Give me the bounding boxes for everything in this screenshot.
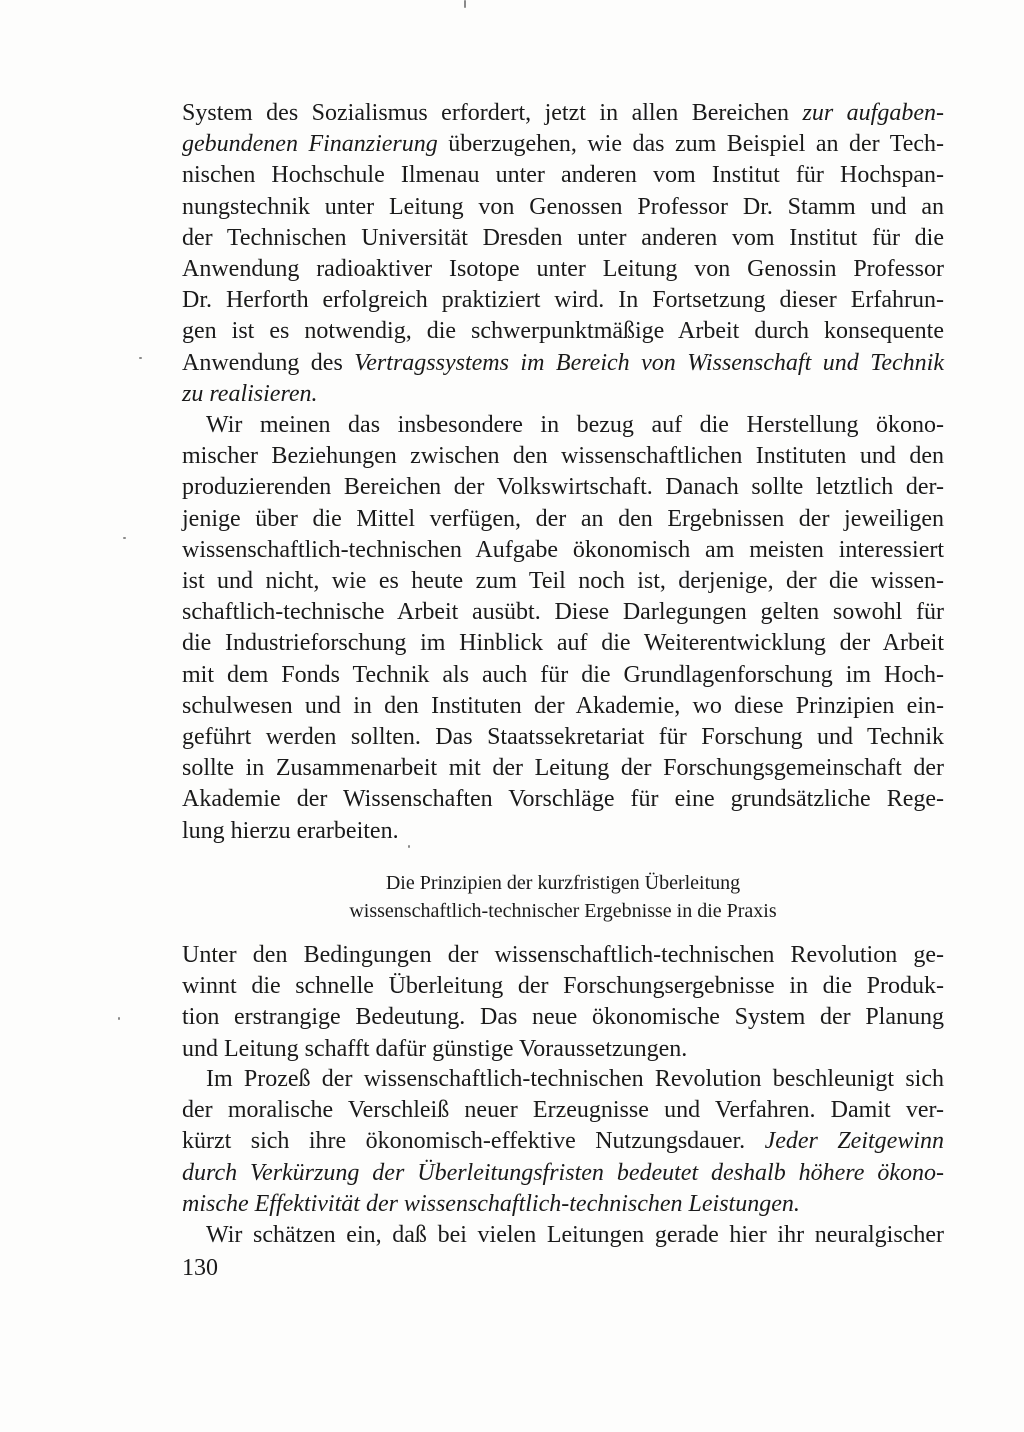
italic-text-run: Vertragssystems im Bereich von Wissenschaft und Technik: [354, 349, 944, 376]
text-line: [182, 940, 944, 971]
section-heading-line-1: Die Prinzipien der kurzfristigen Überleitung: [385, 872, 741, 894]
paragraph-5: [182, 1220, 944, 1251]
paragraph-4: [182, 1064, 944, 1220]
text-line: [182, 348, 944, 379]
italic-text-run: mische Effektivität der wissenschaftlich-technischen Leistungen.: [182, 1190, 800, 1217]
text-run: und Leitung schafft dafür günstige Voraussetzungen.: [182, 1035, 688, 1062]
text-line: [182, 129, 944, 160]
text-run: Wir schätzen ein, daß bei vielen Leitungen gerade hier ihr neuralgischer: [206, 1222, 944, 1248]
text-line: [182, 472, 944, 503]
text-run: Akademie der Wissenschaften Vorschläge für eine grundsätzliche Rege-: [182, 786, 944, 813]
text-line: [182, 535, 944, 566]
text-line: [182, 784, 944, 815]
text-run: gen ist es notwendig, die schwerpunktmäßige Arbeit durch konsequente: [182, 318, 944, 345]
text-run: Dr. Herforth erfolgreich praktiziert wird. In Fortsetzung dieser Erfahrun-: [182, 287, 944, 314]
text-run: produzierenden Bereichen der Volkswirtschaft. Danach sollte letztlich der-: [182, 474, 944, 501]
text-run: mit dem Fonds Technik als auch für die Grundlagenforschung im Hoch-: [182, 661, 944, 688]
scan-speck: [408, 845, 410, 848]
text-run: geführt werden sollten. Das Staatssekretariat für Forschung und Technik: [182, 724, 944, 751]
text-line: [182, 628, 944, 659]
text-run: wissenschaftlich-technischen Aufgabe ökonomisch am meisten interessiert: [182, 536, 944, 563]
text-line: [182, 1064, 944, 1095]
text-run: Unter den Bedingungen der wissenschaftlich-technischen Revolution ge-: [182, 942, 944, 968]
text-run: sollte in Zusammenarbeit mit der Leitung der Forschungsgemeinschaft der: [182, 755, 944, 782]
text-line: [182, 1034, 944, 1065]
scan-speck: [118, 1017, 120, 1020]
text-run: tion erstrangige Bedeutung. Das neue ökonomische System der Planung: [182, 1004, 944, 1031]
text-line: [182, 1220, 944, 1251]
text-line: [182, 722, 944, 753]
text-line: [182, 691, 944, 722]
text-line: [182, 597, 944, 628]
italic-text-run: Jeder Zeitgewinn: [764, 1128, 944, 1155]
text-line: [182, 379, 944, 410]
text-line: [182, 566, 944, 597]
text-line: [182, 441, 944, 472]
paragraph-2: [182, 410, 944, 847]
scan-speck: [123, 537, 126, 539]
text-line: [182, 285, 944, 316]
text-run: nischen Hochschule Ilmenau unter anderen vom Institut für Hochspan-: [182, 162, 944, 189]
text-run: überzugehen, wie das zum Beispiel an der Tech-: [437, 131, 944, 158]
text-line: [182, 192, 944, 223]
page-number: 130: [182, 1255, 218, 1281]
text-line: [182, 254, 944, 285]
text-line: [182, 504, 944, 535]
text-line: [182, 971, 944, 1002]
text-run: die Industrieforschung im Hinblick auf die Weiterentwicklung der Arbeit: [182, 630, 944, 657]
text-run: Anwendung des: [182, 349, 355, 376]
text-line: [182, 753, 944, 784]
text-run: Wir meinen das insbesondere in bezug auf die Herstellung ökono-: [206, 412, 944, 438]
text-run: mischer Beziehungen zwischen den wissenschaftlichen Instituten und den: [182, 443, 944, 470]
paragraph-1: [182, 98, 944, 410]
scan-speck: [139, 357, 142, 359]
text-line: [182, 1189, 944, 1220]
text-run: Anwendung radioaktiver Isotope unter Leitung von Genossin Professor: [182, 256, 944, 283]
section-heading: [182, 869, 944, 925]
italic-text-run: zu realisieren.: [182, 380, 318, 407]
text-run: System des Sozialismus erfordert, jetzt in allen Bereichen: [182, 100, 803, 126]
text-line: [182, 1158, 944, 1189]
text-line: [182, 1126, 944, 1157]
text-run: der Technischen Universität Dresden unter anderen vom Institut für die: [182, 224, 944, 251]
text-run: nungstechnik unter Leitung von Genossen Professor Dr. Stamm und an: [182, 193, 944, 220]
paragraph-3: [182, 940, 944, 1065]
text-line: [182, 223, 944, 254]
text-line: [182, 816, 944, 847]
italic-text-run: gebundenen Finanzierung: [182, 131, 438, 158]
text-line: [182, 1002, 944, 1033]
text-line: [182, 316, 944, 347]
italic-text-run: durch Verkürzung der Überleitungsfristen bedeutet deshalb höhere ökono-: [182, 1159, 944, 1186]
text-run: lung hierzu erarbeiten.: [182, 817, 399, 844]
italic-text-run: zur aufgaben-: [802, 100, 944, 126]
text-run: winnt die schnelle Überleitung der Forschungsergebnisse in die Produk-: [182, 973, 944, 1000]
scan-speck: [464, 0, 466, 8]
text-run: kürzt sich ihre ökonomisch-effektive Nutzungsdauer.: [182, 1128, 765, 1155]
text-run: jenige über die Mittel verfügen, der an den Ergebnissen der jeweiligen: [182, 505, 944, 532]
text-line: [182, 660, 944, 691]
text-line: [182, 1095, 944, 1126]
text-line: [182, 410, 944, 441]
text-run: schaftlich-technische Arbeit ausübt. Diese Darlegungen gelten sowohl für: [182, 599, 944, 626]
text-run: ist und nicht, wie es heute zum Teil noch ist, derjenige, der die wissen-: [182, 568, 944, 595]
text-run: der moralische Verschleiß neuer Erzeugnisse und Verfahren. Damit ver-: [182, 1097, 944, 1124]
text-line: [182, 98, 944, 129]
text-line: [182, 160, 944, 191]
text-run: Im Prozeß der wissenschaftlich-technischen Revolution beschleunigt sich: [206, 1066, 944, 1092]
text-run: schulwesen und in den Instituten der Akademie, wo diese Prinzipien ein-: [182, 692, 944, 719]
section-heading-line-2: wissenschaftlich-technischer Ergebnisse in die Praxis: [349, 900, 777, 922]
